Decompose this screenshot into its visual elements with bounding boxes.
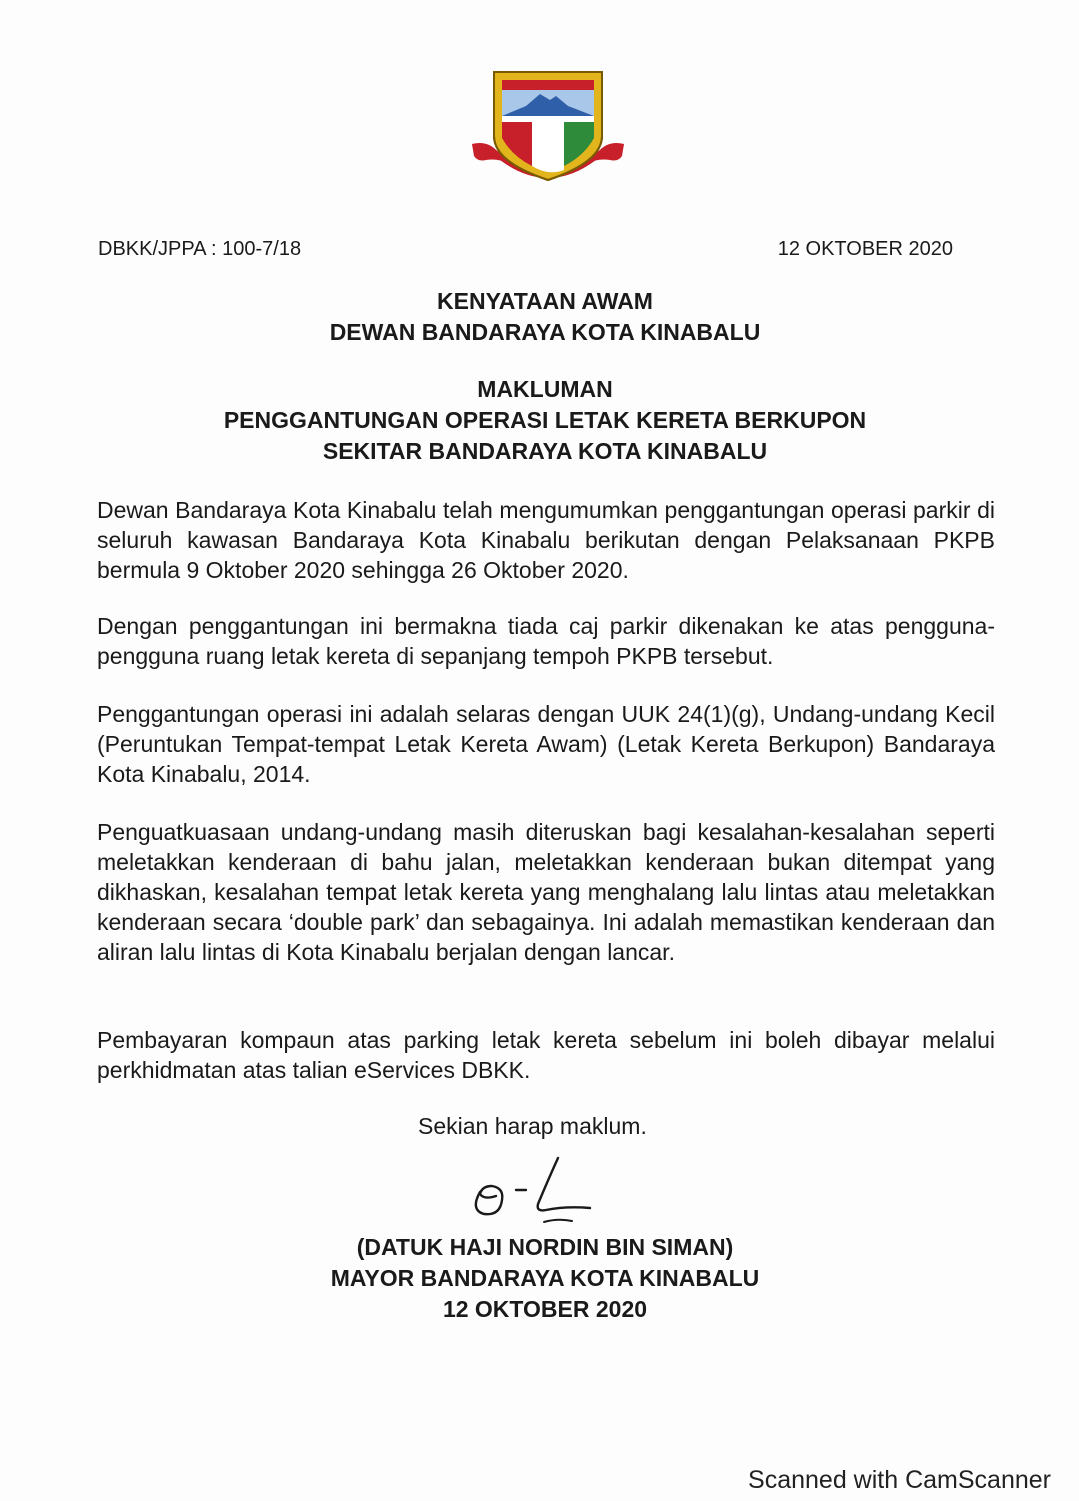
body-paragraph-2: Dengan penggantungan ini bermakna tiada caj parkir dikenakan ke atas pengguna-pengguna ruang letak kereta di sepanjang tempoh PKPB tersebut. (97, 613, 995, 669)
heading-statement: KENYATAAN AWAM (437, 288, 653, 314)
letter-date: 12 OKTOBER 2020 (777, 238, 953, 260)
dbkk-crest-icon (468, 66, 628, 190)
heading-organisation: DEWAN BANDARAYA KOTA KINABALU (329, 319, 761, 345)
signatory-block (250, 1232, 840, 1325)
signatory-date: 12 OKTOBER 2020 (442, 1296, 648, 1322)
heading-notice: MAKLUMAN (477, 376, 613, 402)
body-paragraph-4: Penguatkuasaan undang-undang masih diteruskan bagi kesalahan-kesalahan seperti meletakkan kenderaan di bahu jalan, meletakkan kenderaan bukan ditempat yang dikhaskan, kesalahan tempat letak kereta yang menghalang lalu lintas atau meletakkan kenderaan secara ‘double park’ dan sebagainya. Ini adalah memastikan kenderaan dan aliran lalu lintas di Kota Kinabalu berjalan dengan lancar. (97, 819, 995, 965)
reference-number: DBKK/JPPA : 100-7/18 (98, 238, 302, 260)
body-paragraph-5: Pembayaran kompaun atas parking letak kereta sebelum ini boleh dibayar melalui perkhidmatan atas talian eServices DBKK. (97, 1027, 995, 1083)
scanner-watermark: Scanned with CamScanner (748, 1466, 1051, 1494)
signatory-title: MAYOR BANDARAYA KOTA KINABALU (330, 1265, 760, 1291)
heading-group-1 (90, 286, 1000, 348)
body-paragraph-3: Penggantungan operasi ini adalah selaras dengan UUK 24(1)(g), Undang-undang Kecil (Peruntukan Tempat-tempat Letak Kereta Awam) (Letak Kereta Berkupon) Bandaraya Kota Kinabalu, 2014. (97, 701, 995, 787)
heading-subject: PENGGANTUNGAN OPERASI LETAK KERETA BERKUPON (223, 407, 867, 433)
heading-group-2 (90, 374, 1000, 467)
handwritten-signature-icon (466, 1150, 606, 1228)
signatory-name: (DATUK HAJI NORDIN BIN SIMAN) (356, 1234, 734, 1260)
closing-line: Sekian harap maklum. (418, 1113, 647, 1139)
heading-subject-area: SEKITAR BANDARAYA KOTA KINABALU (322, 438, 768, 464)
body-paragraph-1: Dewan Bandaraya Kota Kinabalu telah mengumumkan penggantungan operasi parkir di seluruh kawasan Bandaraya Kota Kinabalu berikutan dengan Pelaksanaan PKPB bermula 9 Oktober 2020 sehingga 26 Oktober 2020. (97, 497, 995, 583)
